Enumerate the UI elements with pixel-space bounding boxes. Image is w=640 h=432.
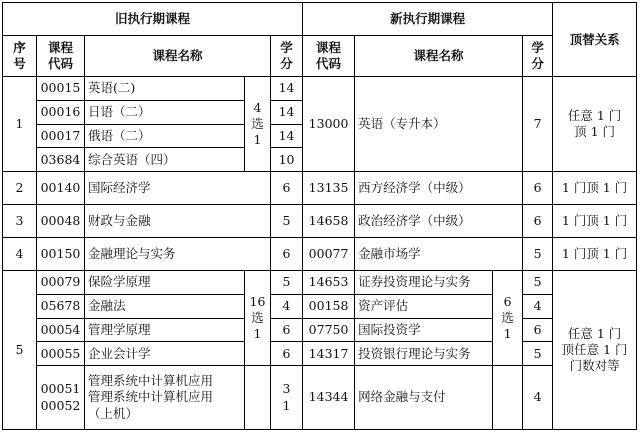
- new-course-credit: 6: [523, 172, 553, 205]
- new-course-credit: 7: [523, 77, 553, 172]
- old-course-credit: 3 1: [271, 366, 303, 430]
- seq-cell: 2: [3, 172, 37, 205]
- table-row: [3, 238, 637, 271]
- old-course-credit: 14: [271, 124, 303, 148]
- table-row: [3, 366, 637, 430]
- course-replacement-table: [2, 2, 637, 430]
- old-code-header: 课程 代码: [37, 36, 85, 77]
- new-course-code: 00077: [303, 238, 355, 271]
- old-course-code: 00054: [37, 318, 85, 342]
- old-course-credit: 14: [271, 100, 303, 124]
- new-course-code: 13135: [303, 172, 355, 205]
- new-course-code: 14653: [303, 271, 355, 295]
- old-selection-rule: 16 选 1: [245, 271, 271, 366]
- new-course-name: 网络金融与支付: [355, 366, 493, 430]
- old-course-name: 企业会计学: [85, 342, 245, 366]
- replace-relation-header: 顶替关系: [553, 3, 637, 77]
- seq-cell: 4: [3, 238, 37, 271]
- new-course-code: 00158: [303, 294, 355, 318]
- old-course-code: 00079: [37, 271, 85, 295]
- seq-cell: 3: [3, 205, 37, 238]
- old-course-code: 05678: [37, 294, 85, 318]
- old-course-code: 00048: [37, 205, 85, 238]
- table-row: [3, 271, 637, 295]
- new-course-code: 07750: [303, 318, 355, 342]
- new-selection-rule: 6 选 1: [493, 271, 523, 366]
- new-course-credit: 5: [523, 238, 553, 271]
- old-course-name: 金融法: [85, 294, 245, 318]
- old-course-credit: 10: [271, 148, 303, 172]
- old-course-name: 保险学原理: [85, 271, 245, 295]
- old-course-name: 管理学原理: [85, 318, 245, 342]
- old-course-credit: 6: [271, 238, 303, 271]
- new-course-code: 14344: [303, 366, 355, 430]
- old-course-credit: 4: [271, 294, 303, 318]
- new-course-name: 证券投资理论与实务: [355, 271, 493, 295]
- replace-relation: 任意 1 门 顶 1 门: [553, 77, 637, 172]
- new-course-code: 14317: [303, 342, 355, 366]
- old-courses-header: 旧执行期课程: [3, 3, 303, 36]
- new-course-credit: 4: [523, 366, 553, 430]
- new-course-name: 国际投资学: [355, 318, 493, 342]
- old-course-name: 日语（二）: [85, 100, 245, 124]
- old-course-credit: 5: [271, 205, 303, 238]
- old-course-code: 03684: [37, 148, 85, 172]
- seq-header: 序 号: [3, 36, 37, 77]
- old-course-name: 金融理论与实务: [85, 238, 271, 271]
- old-course-code: 00140: [37, 172, 85, 205]
- replace-relation: 1 门顶 1 门: [553, 172, 637, 205]
- new-credit-header: 学 分: [523, 36, 553, 77]
- new-course-credit: 6: [523, 318, 553, 342]
- table-row: [3, 318, 637, 342]
- replace-relation: 1 门顶 1 门: [553, 205, 637, 238]
- table-row: [3, 172, 637, 205]
- new-course-code: 13000: [303, 77, 355, 172]
- empty-selection-cell: [245, 366, 271, 430]
- new-course-credit: 5: [523, 342, 553, 366]
- old-course-code: 00055: [37, 342, 85, 366]
- seq-cell: 1: [3, 77, 37, 172]
- new-course-name: 西方经济学（中级）: [355, 172, 523, 205]
- new-course-name: 英语（专升本）: [355, 77, 523, 172]
- old-course-name: 国际经济学: [85, 172, 271, 205]
- old-course-code: 00150: [37, 238, 85, 271]
- old-course-credit: 6: [271, 172, 303, 205]
- table-row: [3, 294, 637, 318]
- header-column-row: [3, 36, 637, 77]
- replace-relation: 任意 1 门 顶任意 1 门 门数对等: [553, 271, 637, 430]
- old-course-name: 管理系统中计算机应用 管理系统中计算机应用 （上机）: [85, 366, 245, 430]
- old-course-name: 综合英语（四）: [85, 148, 245, 172]
- old-course-credit: 14: [271, 77, 303, 101]
- new-course-credit: 6: [523, 205, 553, 238]
- old-course-code: 00017: [37, 124, 85, 148]
- old-course-name: 财政与金融: [85, 205, 271, 238]
- replace-relation: 1 门顶 1 门: [553, 238, 637, 271]
- old-credit-header: 学 分: [271, 36, 303, 77]
- new-course-code: 14658: [303, 205, 355, 238]
- old-course-name: 英语(二): [85, 77, 245, 101]
- new-courses-header: 新执行期课程: [303, 3, 553, 36]
- new-course-name: 政治经济学（中级）: [355, 205, 523, 238]
- old-course-credit: 6: [271, 318, 303, 342]
- header-group-row: [3, 3, 637, 36]
- new-course-name: 投资银行理论与实务: [355, 342, 493, 366]
- table-row: [3, 77, 637, 101]
- empty-selection-cell: [493, 366, 523, 430]
- new-course-name: 金融市场学: [355, 238, 523, 271]
- old-course-name: 俄语（二）: [85, 124, 245, 148]
- table-row: [3, 205, 637, 238]
- old-course-code: 00016: [37, 100, 85, 124]
- old-course-code: 00051 00052: [37, 366, 85, 430]
- seq-cell: 5: [3, 271, 37, 430]
- new-name-header: 课程名称: [355, 36, 523, 77]
- old-course-credit: 5: [271, 271, 303, 295]
- old-selection-rule: 4 选 1: [245, 77, 271, 172]
- new-code-header: 课程 代码: [303, 36, 355, 77]
- new-course-credit: 4: [523, 294, 553, 318]
- table-row: [3, 342, 637, 366]
- old-course-code: 00015: [37, 77, 85, 101]
- new-course-name: 资产评估: [355, 294, 493, 318]
- old-course-credit: 6: [271, 342, 303, 366]
- new-course-credit: 5: [523, 271, 553, 295]
- old-name-header: 课程名称: [85, 36, 271, 77]
